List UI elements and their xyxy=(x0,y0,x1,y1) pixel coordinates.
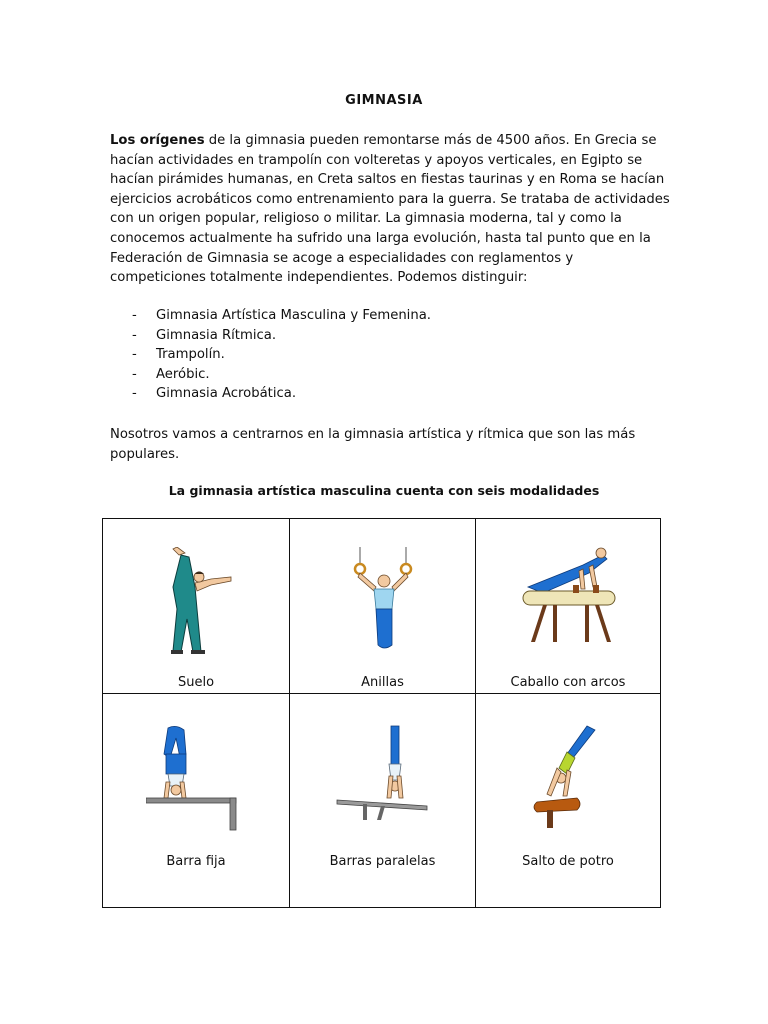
modality-label: Barra fija xyxy=(166,854,226,869)
modality-label: Barras paralelas xyxy=(329,854,436,869)
list-marker: - xyxy=(132,327,137,343)
modality-cell-anillas xyxy=(290,519,476,694)
list-item xyxy=(110,306,610,326)
modality-label: Salto de potro xyxy=(522,854,614,869)
intro-lead: Los orígenes xyxy=(110,133,205,148)
list-marker: - xyxy=(132,308,137,323)
modality-cell-barra-fija xyxy=(103,694,290,907)
list-item-text: Trampolín. xyxy=(156,347,225,363)
table-heading: La gimnasia artística masculina cuenta con seis modalidades xyxy=(168,483,600,498)
list-marker: - xyxy=(132,366,137,382)
floor-gymnast-icon xyxy=(151,547,241,657)
list-marker: - xyxy=(132,347,137,363)
modality-cell-suelo xyxy=(103,519,290,694)
list-marker: - xyxy=(132,386,137,402)
modality-cell-barras-paralelas xyxy=(290,694,476,907)
list-item xyxy=(110,345,610,365)
intro-text: de la gimnasia pueden remontarse más de 4500 años. En Grecia se hacían actividades en trampolín con volteretas y apoyos verticales, en Egipto se hacían pirámides humanas, en Creta saltos en fiestas taurinas y en Roma se hacían ejercicios acrobáticos como entrenamiento para la guerra. Se trataba de actividades con un origen popular, religioso o militar. La gimnasia moderna, tal y como la conocemos actualmente ha sufrido una larga evolución, hasta tal punto que en la Federación de Gimnasia se acoge a especialidades con reglamentos y competiciones totalmente independientes. Podemos distinguir: xyxy=(110,133,670,286)
modality-cell-caballo xyxy=(476,519,660,694)
pommel-horse-gymnast-icon xyxy=(513,547,623,647)
list-item-text: Gimnasia Artística Masculina y Femenina. xyxy=(156,308,431,323)
modality-cell-salto-potro xyxy=(476,694,660,907)
parallel-bars-gymnast-icon xyxy=(333,724,433,834)
list-item-text: Gimnasia Rítmica. xyxy=(156,327,277,343)
disciplines-list xyxy=(110,306,610,404)
vault-gymnast-icon xyxy=(523,724,613,834)
list-item xyxy=(110,326,610,346)
list-item-text: Aeróbic. xyxy=(156,366,210,382)
list-item xyxy=(110,365,610,385)
rings-gymnast-icon xyxy=(348,547,418,657)
list-item xyxy=(110,384,610,404)
modality-label: Suelo xyxy=(177,675,215,690)
closing-paragraph: Nosotros vamos a centrarnos en la gimnasia artística y rítmica que son las más populares. xyxy=(110,427,636,462)
page-title: GIMNASIA xyxy=(345,93,423,108)
modality-label: Caballo con arcos xyxy=(510,675,626,690)
list-item-text: Gimnasia Acrobática. xyxy=(156,386,297,402)
modalities-table xyxy=(102,518,661,908)
modality-label: Anillas xyxy=(361,675,404,690)
intro-paragraph xyxy=(110,131,670,288)
high-bar-gymnast-icon xyxy=(146,724,246,834)
